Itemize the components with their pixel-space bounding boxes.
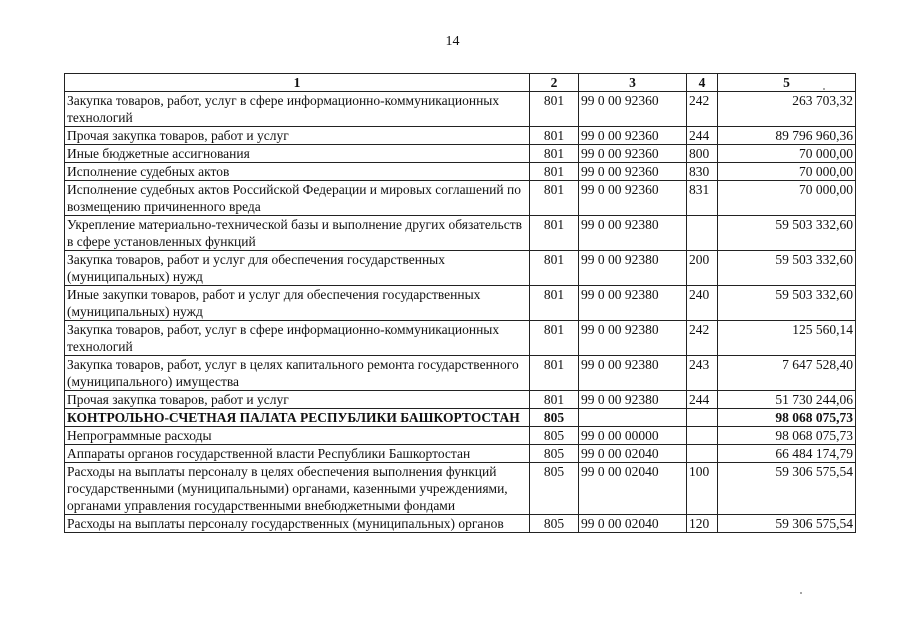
row-code-cell: 801	[530, 145, 579, 163]
row-amount-cell: 66 484 174,79	[718, 445, 856, 463]
table-row	[65, 409, 856, 427]
row-amount-cell: 70 000,00	[718, 145, 856, 163]
row-name-cell: Иные закупки товаров, работ и услуг для обеспечения государственных (муниципальных) нужд	[65, 286, 530, 321]
row-code-cell: 801	[530, 216, 579, 251]
table-row	[65, 145, 856, 163]
row-name-cell: Исполнение судебных актов Российской Федерации и мировых соглашений по возмещению причиненного вреда	[65, 181, 530, 216]
row-target-cell: 99 0 00 92360	[579, 181, 687, 216]
row-amount-cell: 125 560,14	[718, 321, 856, 356]
row-name-cell: Расходы на выплаты персоналу государственных (муниципальных) органов	[65, 515, 530, 533]
row-code-cell: 805	[530, 463, 579, 515]
row-type-cell: 800	[687, 145, 718, 163]
row-code-cell: 805	[530, 515, 579, 533]
row-target-cell	[579, 409, 687, 427]
row-amount-cell: 70 000,00	[718, 163, 856, 181]
row-target-cell: 99 0 00 02040	[579, 515, 687, 533]
column-header-code: 2	[530, 74, 579, 92]
table-row	[65, 427, 856, 445]
column-header-name: 1	[65, 74, 530, 92]
row-amount-cell: 59 306 575,54	[718, 515, 856, 533]
scan-mark	[800, 592, 802, 594]
row-target-cell: 99 0 00 92360	[579, 92, 687, 127]
table-row	[65, 286, 856, 321]
scan-mark	[823, 88, 825, 90]
row-name-cell: Расходы на выплаты персоналу в целях обеспечения выполнения функций государственными (муниципальными) органами, казенными учреждениями, органами управления государственными внебюджетными фондами	[65, 463, 530, 515]
row-target-cell: 99 0 00 92360	[579, 145, 687, 163]
budget-table	[64, 73, 856, 533]
row-type-cell: 120	[687, 515, 718, 533]
row-target-cell: 99 0 00 92380	[579, 391, 687, 409]
row-target-cell: 99 0 00 92380	[579, 216, 687, 251]
row-amount-cell: 59 306 575,54	[718, 463, 856, 515]
row-code-cell: 801	[530, 251, 579, 286]
column-header-amount: 5	[718, 74, 856, 92]
row-code-cell: 801	[530, 127, 579, 145]
row-target-cell: 99 0 00 92380	[579, 321, 687, 356]
row-code-cell: 801	[530, 92, 579, 127]
row-type-cell: 831	[687, 181, 718, 216]
row-amount-cell: 59 503 332,60	[718, 216, 856, 251]
table-row	[65, 391, 856, 409]
column-header-target: 3	[579, 74, 687, 92]
row-type-cell: 242	[687, 321, 718, 356]
row-type-cell: 830	[687, 163, 718, 181]
row-type-cell: 243	[687, 356, 718, 391]
row-name-cell: Прочая закупка товаров, работ и услуг	[65, 391, 530, 409]
row-type-cell: 244	[687, 391, 718, 409]
table-row	[65, 356, 856, 391]
table-row	[65, 321, 856, 356]
table-header-row	[65, 74, 856, 92]
page-number: 14	[445, 34, 460, 49]
row-name-cell: Непрограммные расходы	[65, 427, 530, 445]
row-name-cell: КОНТРОЛЬНО-СЧЕТНАЯ ПАЛАТА РЕСПУБЛИКИ БАШКОРТОСТАН	[65, 409, 530, 427]
table-row	[65, 515, 856, 533]
table-row	[65, 445, 856, 463]
row-code-cell: 805	[530, 427, 579, 445]
table-row	[65, 92, 856, 127]
row-amount-cell: 59 503 332,60	[718, 251, 856, 286]
row-name-cell: Исполнение судебных актов	[65, 163, 530, 181]
table-row	[65, 181, 856, 216]
row-type-cell	[687, 445, 718, 463]
row-name-cell: Закупка товаров, работ, услуг в сфере информационно-коммуникационных технологий	[65, 321, 530, 356]
row-type-cell: 242	[687, 92, 718, 127]
row-amount-cell: 98 068 075,73	[718, 427, 856, 445]
column-header-type: 4	[687, 74, 718, 92]
row-type-cell	[687, 409, 718, 427]
row-amount-cell: 263 703,32	[718, 92, 856, 127]
row-type-cell: 200	[687, 251, 718, 286]
row-target-cell: 99 0 00 02040	[579, 463, 687, 515]
row-name-cell: Прочая закупка товаров, работ и услуг	[65, 127, 530, 145]
row-code-cell: 801	[530, 391, 579, 409]
table-row	[65, 463, 856, 515]
row-target-cell: 99 0 00 92380	[579, 251, 687, 286]
row-name-cell: Аппараты органов государственной власти Республики Башкортостан	[65, 445, 530, 463]
table-row	[65, 163, 856, 181]
row-code-cell: 801	[530, 321, 579, 356]
row-type-cell: 100	[687, 463, 718, 515]
row-name-cell: Закупка товаров, работ и услуг для обеспечения государственных (муниципальных) нужд	[65, 251, 530, 286]
row-name-cell: Закупка товаров, работ, услуг в целях капитального ремонта государственного (муниципального) имущества	[65, 356, 530, 391]
table-row	[65, 251, 856, 286]
row-name-cell: Укрепление материально-технической базы и выполнение других обязательств в сфере установленных функций	[65, 216, 530, 251]
row-code-cell: 805	[530, 409, 579, 427]
row-code-cell: 801	[530, 286, 579, 321]
row-target-cell: 99 0 00 92380	[579, 286, 687, 321]
row-amount-cell: 70 000,00	[718, 181, 856, 216]
table-row	[65, 127, 856, 145]
row-type-cell	[687, 427, 718, 445]
row-amount-cell: 59 503 332,60	[718, 286, 856, 321]
row-type-cell: 240	[687, 286, 718, 321]
row-code-cell: 805	[530, 445, 579, 463]
row-target-cell: 99 0 00 00000	[579, 427, 687, 445]
row-amount-cell: 89 796 960,36	[718, 127, 856, 145]
row-amount-cell: 51 730 244,06	[718, 391, 856, 409]
row-target-cell: 99 0 00 92360	[579, 163, 687, 181]
row-type-cell: 244	[687, 127, 718, 145]
row-target-cell: 99 0 00 92380	[579, 356, 687, 391]
row-code-cell: 801	[530, 356, 579, 391]
row-amount-cell: 98 068 075,73	[718, 409, 856, 427]
table-row	[65, 216, 856, 251]
row-code-cell: 801	[530, 163, 579, 181]
row-target-cell: 99 0 00 92360	[579, 127, 687, 145]
row-amount-cell: 7 647 528,40	[718, 356, 856, 391]
row-target-cell: 99 0 00 02040	[579, 445, 687, 463]
row-name-cell: Закупка товаров, работ, услуг в сфере информационно-коммуникационных технологий	[65, 92, 530, 127]
row-name-cell: Иные бюджетные ассигнования	[65, 145, 530, 163]
row-code-cell: 801	[530, 181, 579, 216]
row-type-cell	[687, 216, 718, 251]
